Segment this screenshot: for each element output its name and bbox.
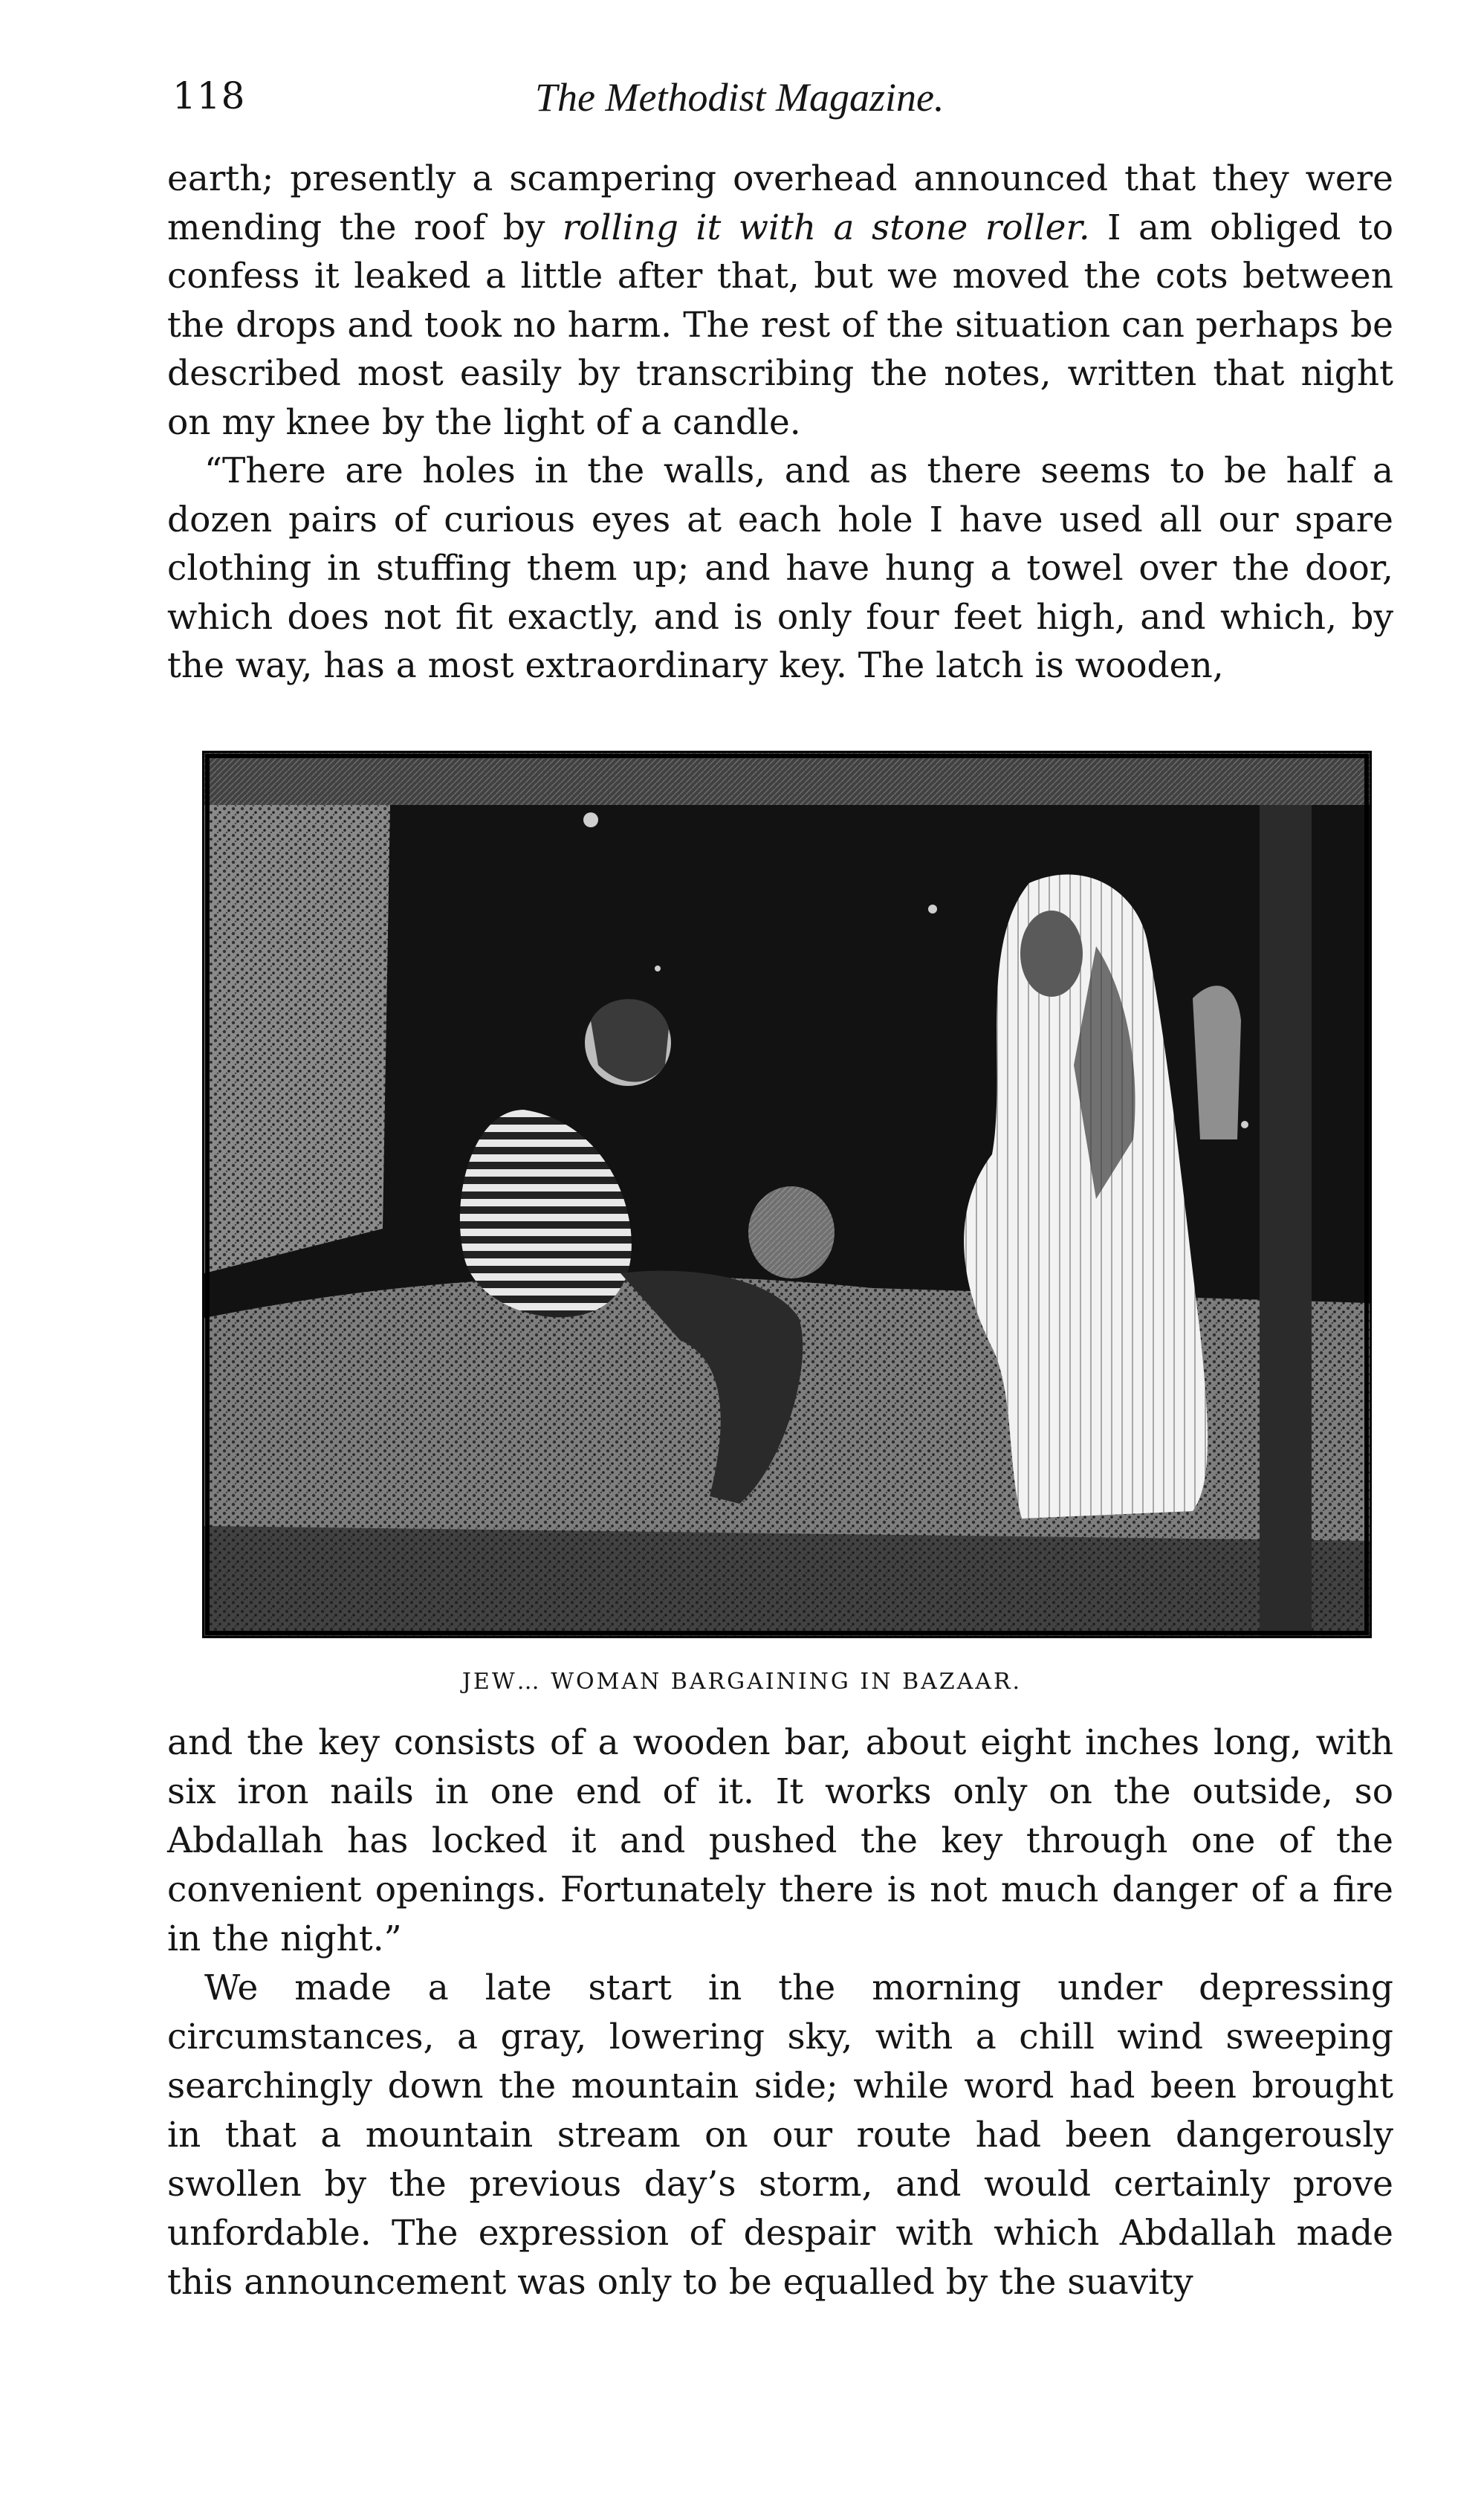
- page-number: 118: [172, 74, 246, 117]
- running-title: The Methodist Magazine.: [535, 75, 944, 120]
- paragraph: “There are holes in the walls, and as there seems to be half a dozen pairs of curious eyes at each hole I have used all our spare clothing in stuffing them up; and have hung a towel over the door, which does not fit exactly, and is only four feet high, and which, by the way, has a most extraordinary key. The latch is wooden,: [167, 450, 1393, 686]
- body-text-top: [167, 155, 1393, 691]
- text-run: earth; presently a scampering overhead announced that they were mending the roof by: [167, 158, 1393, 248]
- paragraph: We made a late start in the morning under depressing circumstances, a gray, lowering sky, with a chill wind sweeping searchingly down the mountain side; while word had been brought in that a mountain stream on our route had been dangerously swollen by the previous day’s storm, and would certainly prove unfordable. The expression of despair with which Abdallah made this announcement was only to be equalled by the suavity: [167, 1967, 1393, 2303]
- paragraph: and the key consists of a wooden bar, about eight inches long, with six iron nails in one end of it. It works only on the outside, so Abdallah has locked it and pushed the key through one of the convenient openings. Fortunately there is not much danger of a fire in the night.”: [167, 1722, 1393, 1959]
- text-run: I am obliged to confess it leaked a little after that, but we moved the cots between the drops and took no harm. The rest of the situation can perhaps be described most easily by transcribing the notes, written that night on my knee by the light of a candle.: [167, 207, 1394, 443]
- body-text-bottom: [167, 1718, 1393, 2307]
- engraving-picture: [204, 753, 1370, 1636]
- engraving-illustration: [202, 751, 1372, 1638]
- paragraph: [167, 155, 1393, 447]
- figure-caption: JEW… WOMAN BARGAINING IN BAZAAR.: [461, 1669, 1023, 1695]
- page-header: [0, 74, 1484, 134]
- italic-phrase: rolling it with a stone roller.: [562, 207, 1090, 248]
